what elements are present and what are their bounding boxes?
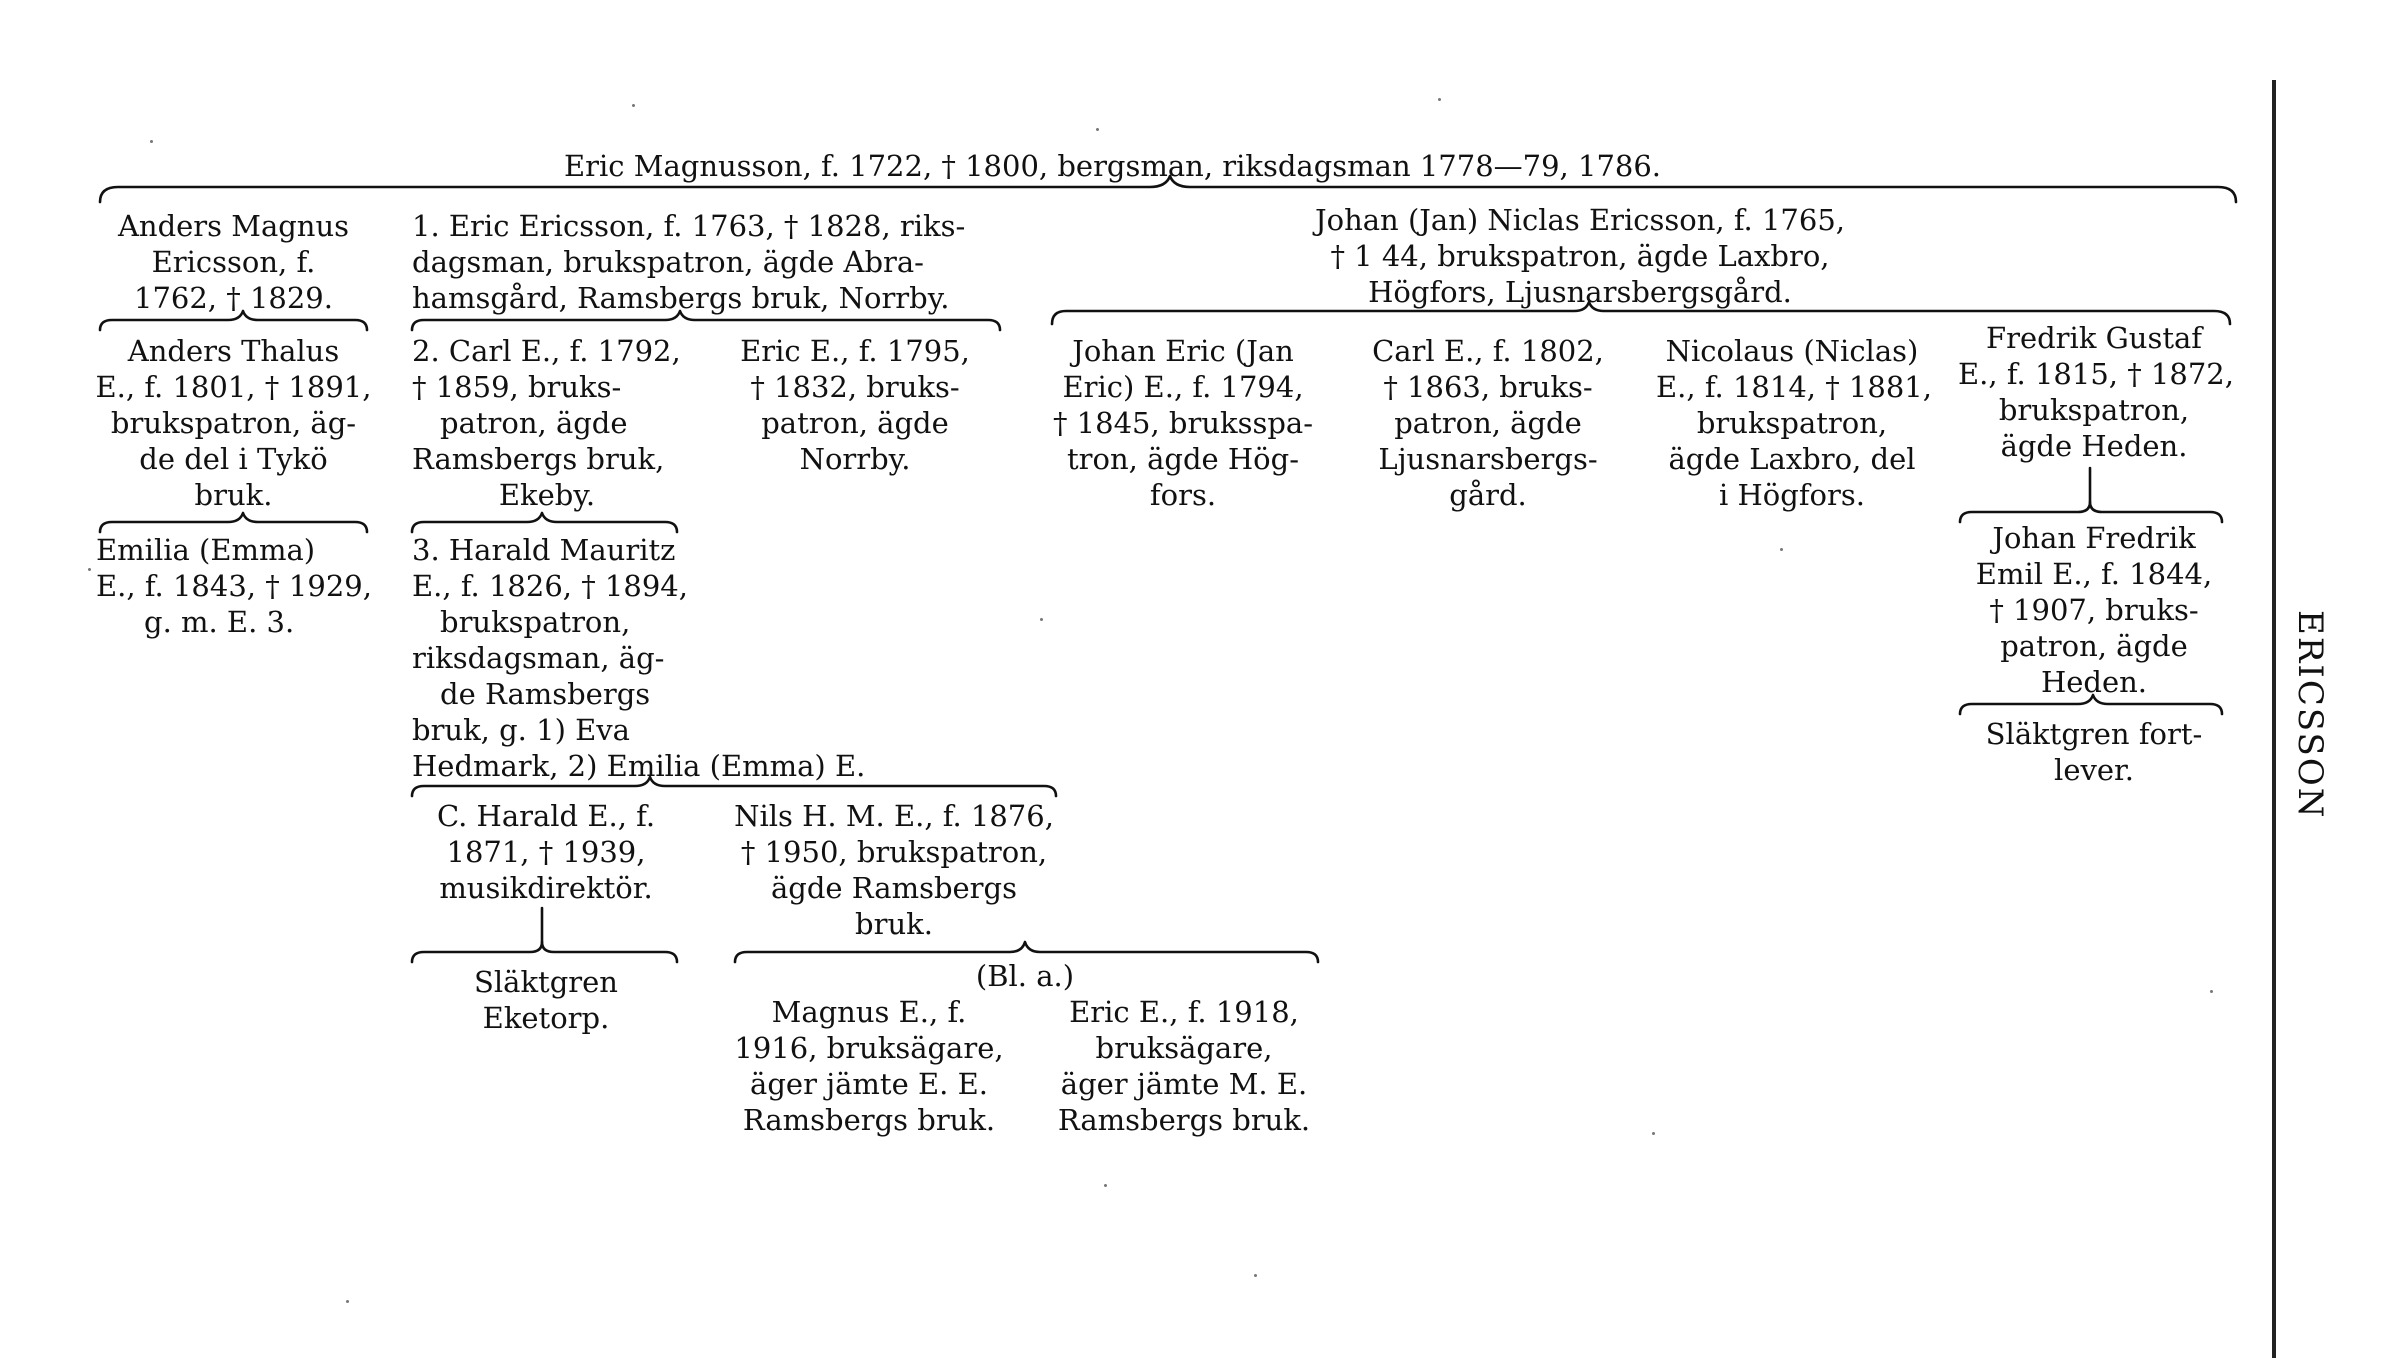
scan-speck <box>1104 1184 1107 1187</box>
person-eric-1795: Eric E., f. 1795, † 1832, bruks- patron, ägde Norrby. <box>740 334 970 476</box>
person-johan-fredrik-emil: Johan Fredrik Emil E., f. 1844, † 1907, bruks- patron, ägde Heden. <box>1975 521 2213 699</box>
scan-speck <box>2210 990 2213 993</box>
person-c-harald: C. Harald E., f. 1871, † 1939, musikdirektör. <box>436 799 656 905</box>
person-eric-ericsson: 1. Eric Ericsson, f. 1763, † 1828, riks- dagsman, brukspatron, ägde Abra- hamsgård, Ramsbergs bruk, Norrby. <box>412 209 966 315</box>
person-eric-1918: Eric E., f. 1918, bruksägare, äger jämte M. E. Ramsbergs bruk. <box>1057 995 1311 1137</box>
person-emilia: Emilia (Emma) E., f. 1843, † 1929, g. m. E. 3. <box>96 533 372 639</box>
person-harald-mauritz: 3. Harald Mauritz E., f. 1826, † 1894, brukspatron, riksdagsman, äg- de Ramsbergs bruk, g. 1) Eva Hedmark, 2) Emilia (Emma) E. <box>412 533 866 783</box>
scan-speck <box>150 140 153 143</box>
side-family-label: ERICSSON <box>2290 610 2330 820</box>
scan-speck <box>1096 128 1099 131</box>
root-ancestor-title: Eric Magnusson, f. 1722, † 1800, bergsman, riksdagsman 1778—79, 1786. <box>564 149 1662 183</box>
person-anders-magnus: Anders Magnus Ericsson, f. 1762, † 1829. <box>117 209 350 315</box>
brace-anders-thalus <box>100 513 367 532</box>
scan-speck <box>1652 1132 1655 1135</box>
person-johan-niclas: Johan (Jan) Niclas Ericsson, f. 1765, † 1 44, brukspatron, ägde Laxbro, Högfors, Ljusnarsbergsgård. <box>1315 203 1845 309</box>
scan-speck <box>1254 1274 1257 1277</box>
person-nicolaus: Nicolaus (Niclas) E., f. 1814, † 1881, brukspatron, ägde Laxbro, del i Högfors. <box>1656 334 1932 512</box>
scan-speck <box>1780 548 1783 551</box>
brace-c-harald <box>412 942 677 962</box>
brace-carl-1792 <box>412 513 677 532</box>
person-magnus: Magnus E., f. 1916, bruksägare, äger jämte E. E. Ramsbergs bruk. <box>734 995 1004 1137</box>
person-fredrik-gustaf: Fredrik Gustaf E., f. 1815, † 1872, brukspatron, ägde Heden. <box>1958 321 2234 463</box>
scan-speck <box>346 1300 349 1303</box>
note-bl-a: (Bl. a.) <box>975 959 1075 993</box>
person-carl-1792: 2. Carl E., f. 1792, † 1859, bruks- patron, ägde Ramsbergs bruk, Ekeby. <box>412 334 681 512</box>
branch-slaktgren-eketorp: Släktgren Eketorp. <box>474 965 618 1035</box>
margin-rule <box>2272 80 2276 1358</box>
scan-speck <box>1438 98 1441 101</box>
person-johan-eric: Johan Eric (Jan Eric) E., f. 1794, † 1845, bruksspa- tron, ägde Hög- fors. <box>1052 334 1314 512</box>
branch-slaktgren-fortlever: Släktgren fort- lever. <box>1985 717 2203 787</box>
person-carl-1802: Carl E., f. 1802, † 1863, bruks- patron, ägde Ljusnarsbergs- gård. <box>1372 334 1604 512</box>
person-nils-h-m: Nils H. M. E., f. 1876, † 1950, brukspatron, ägde Ramsbergs bruk. <box>734 799 1054 941</box>
scan-speck <box>88 568 91 571</box>
scan-speck <box>1040 618 1043 621</box>
brace-fredrik-gustaf <box>1960 502 2222 522</box>
person-anders-thalus: Anders Thalus E., f. 1801, † 1891, brukspatron, äg- de del i Tykö bruk. <box>95 334 372 512</box>
scan-speck <box>632 104 635 107</box>
